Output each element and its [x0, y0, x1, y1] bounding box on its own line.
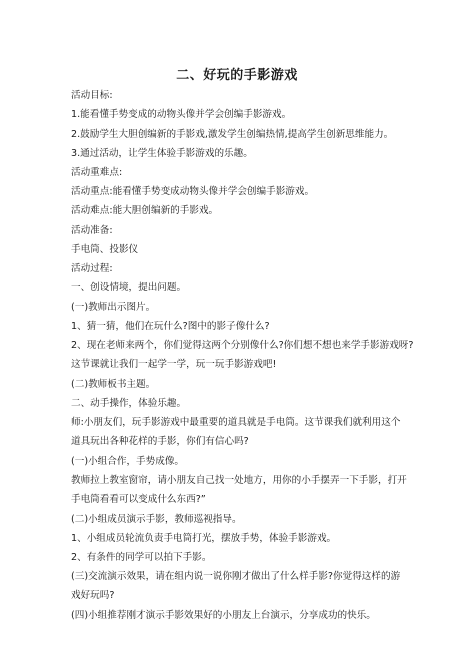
paragraph-line: 二、动手操作，体验乐趣。 — [71, 398, 187, 409]
paragraph-line: 师:小朋友们，玩手影游戏中最重要的道具就是手电筒。这节课我们就利用这个道具玩出各种花样的手影，你们有信心吗? — [71, 417, 401, 447]
paragraph-line: 一、创设情境，提出问题。 — [71, 282, 187, 293]
paragraph-line: 1.能看懂手势变成的动物头像并学会创编手影游戏。 — [71, 109, 292, 120]
section-heading-key-points: 活动重难点: — [71, 167, 123, 178]
paragraph-line: 活动重点:能看懂手势变成动物头像并学会创编手影游戏。 — [71, 186, 315, 197]
paragraph-line: 1、小组成员轮流负责手电筒打光，摆放手势，体验手影游戏。 — [71, 533, 337, 544]
paragraph-line: 3.通过活动，让学生体验手影游戏的乐趣。 — [71, 148, 253, 159]
paragraph-line: 2.鼓励学生大胆创编新的手影戏,激发学生创编热情,提高学生创新思维能力。 — [71, 129, 394, 140]
paragraph-line: 活动难点:能大胆创编新的手影戏。 — [71, 205, 219, 216]
paragraph-line: (一)教师出示图片。 — [71, 302, 156, 313]
paragraph-line: 这节课就让我们一起学一学，玩一玩手影游戏吧! — [71, 359, 277, 370]
section-heading-goals: 活动目标: — [71, 90, 113, 101]
paragraph-line: 教师拉上教室窗帘，请小朋友自己找一处地方，用你的小手摆弄一下手影，打开手电筒看看可以变成什么东西?” — [71, 475, 407, 505]
paragraph-line: 2、有条件的同学可以拍下手影。 — [71, 552, 212, 563]
section-heading-process: 活动过程: — [71, 263, 113, 274]
paragraph-line: (一)小组合作，手势成像。 — [71, 456, 185, 467]
paragraph-line: (三)交流演示效果，请在组内说一说你刚才做出了什么样手影?你觉得这样的游戏好玩吗? — [71, 571, 401, 601]
document-title: 二、好玩的手影游戏 — [176, 68, 298, 83]
paragraph-line: (二)小组成员演示手影，教师巡视指导。 — [71, 514, 242, 525]
section-heading-preparation: 活动准备: — [71, 225, 113, 236]
paragraph-line: 手电筒、投影仪 — [71, 244, 139, 255]
paragraph-line: (二)教师板书主题。 — [71, 379, 156, 390]
paragraph-line: 2、现在老师来两个，你们觉得这两个分别像什么?你们想不想也来学手影游戏呀? — [71, 340, 414, 351]
paragraph-line: (四)小组推荐刚才演示手影效果好的小朋友上台演示，分享成功的快乐。 — [71, 610, 376, 621]
paragraph-line: 1、猜一猜，他们在玩什么?图中的影子像什么? — [71, 321, 270, 332]
